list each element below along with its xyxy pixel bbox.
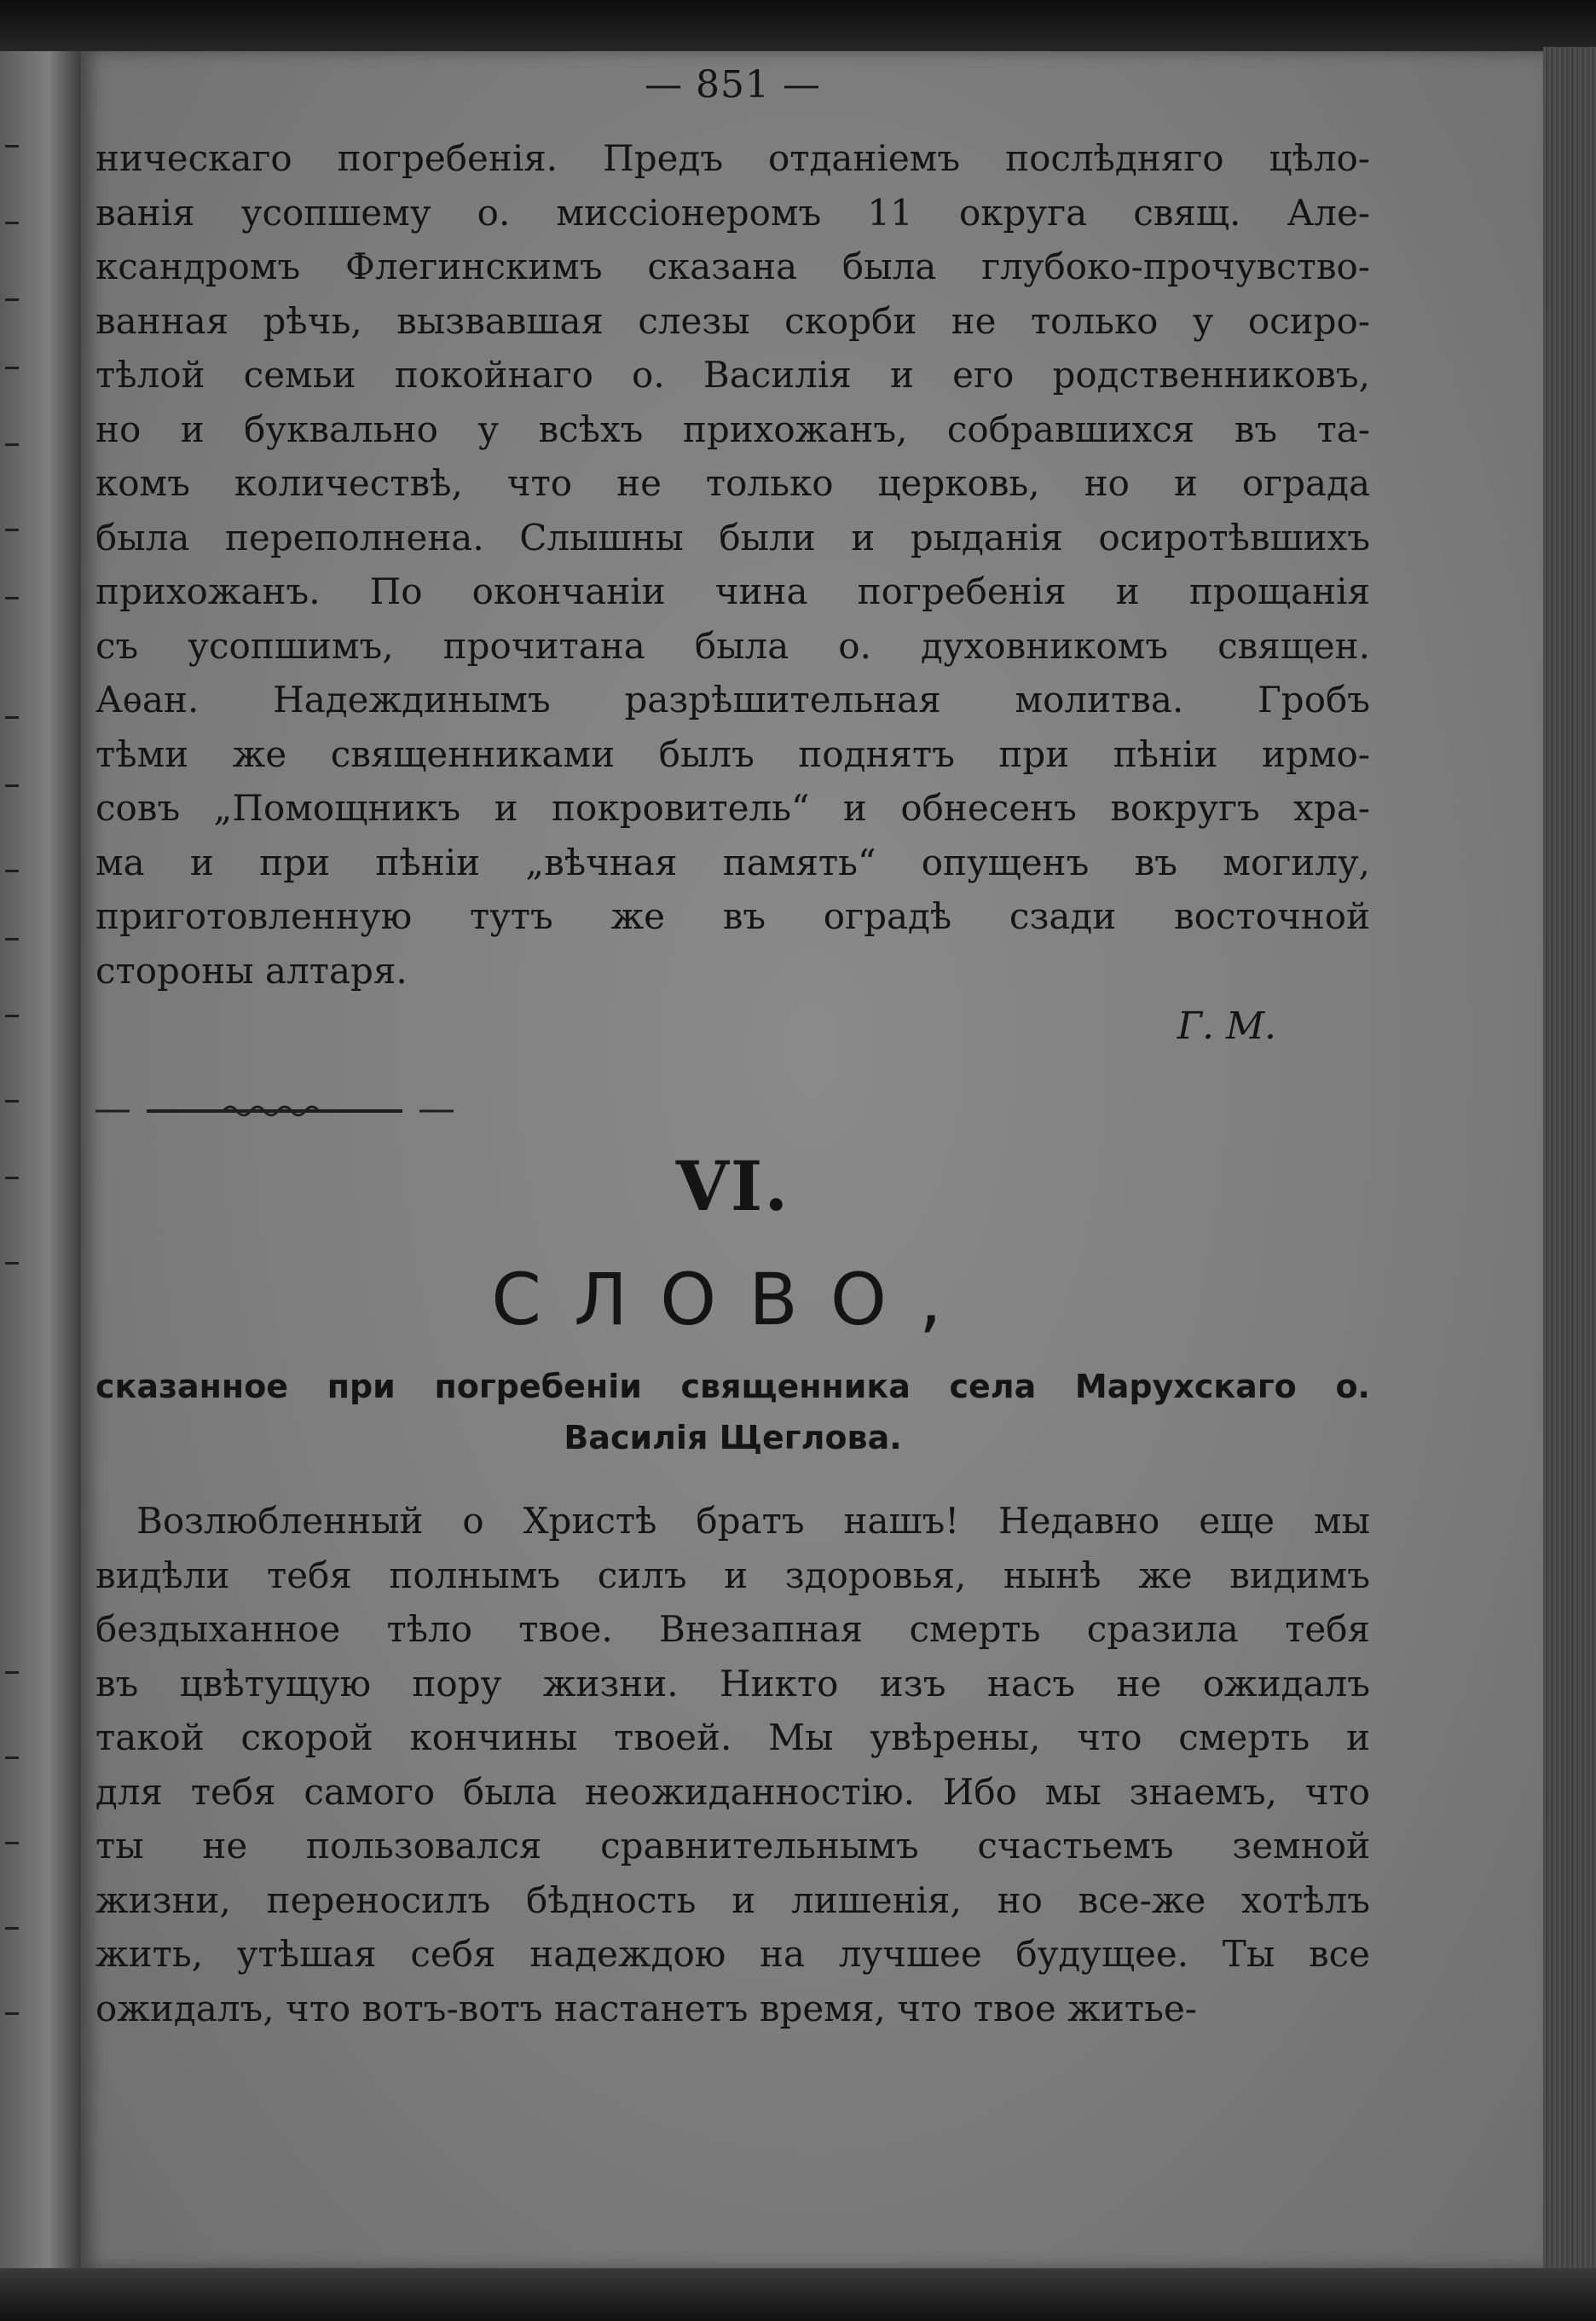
subtitle-line-1: сказанное при погребеніи священника села Марухскаго о. xyxy=(95,1368,1370,1405)
text-line: ванная рѣчь, вызвавшая слезы скорби не только у осиро- xyxy=(95,299,1370,342)
section-numeral: VI. xyxy=(675,1146,790,1226)
section-title: СЛОВО, xyxy=(491,1258,974,1341)
text-line: прихожанъ. По окончаніи чина погребенія и прощанія xyxy=(95,570,1370,612)
page-number: — 851 — xyxy=(645,63,821,107)
text-line: комъ количествѣ, что не только церковь, но и ограда xyxy=(95,462,1370,504)
author-signature: Г. М. xyxy=(1177,1004,1276,1048)
text-line: такой скорой кончины твоей. Мы увѣрены, что смерть и xyxy=(95,1716,1370,1758)
subtitle-line-2: Василія Щеглова. xyxy=(564,1419,902,1456)
text-line: ксандромъ Флегинскимъ сказана была глубоко-прочувство- xyxy=(95,246,1370,287)
text-line: Возлюбленный о Христѣ братъ нашъ! Недавно еще мы xyxy=(136,1500,1370,1542)
facing-page-marks xyxy=(5,51,31,2302)
section-subtitle xyxy=(95,1361,1370,1472)
facing-page-edge xyxy=(0,51,81,2302)
text-line: совъ „Помощникъ и покровитель“ и обнесенъ вокругъ хра- xyxy=(95,787,1370,829)
text-line: въ цвѣтущую пору жизни. Никто изъ насъ не ожидалъ xyxy=(95,1662,1370,1705)
text-line: ты не пользовался сравнительнымъ счастьемъ земной xyxy=(95,1825,1370,1867)
text-line: для тебя самого была неожиданностію. Ибо мы знаемъ, что xyxy=(95,1770,1370,1813)
ornamental-divider xyxy=(95,1098,454,1124)
text-line: жизни, переносилъ бѣдность и лишенія, но все-же хотѣлъ xyxy=(95,1878,1370,1921)
text-line: ническаго погребенія. Предъ отданіемъ послѣдняго цѣло- xyxy=(95,137,1370,179)
text-line: жить, утѣшая себя надеждою на лучшее будущее. Ты все xyxy=(95,1933,1370,1975)
page-block-edges xyxy=(1543,47,1596,2281)
upper-paragraph xyxy=(95,131,1370,998)
text-line: приготовленную тутъ же въ оградѣ сзади восточной xyxy=(95,895,1370,937)
page-content xyxy=(95,60,1370,2035)
text-line: Аѳан. Надеждинымъ разрѣшительная молитва. Гробъ xyxy=(95,679,1370,721)
text-line: тѣми же священниками былъ поднятъ при пѣніи ирмо- xyxy=(95,732,1370,775)
text-line: тѣлой семьи покойнаго о. Василія и его родственниковъ, xyxy=(95,354,1370,396)
text-line: но и буквально у всѣхъ прихожанъ, собравшихся въ та- xyxy=(95,408,1370,450)
text-line: видѣли тебя полнымъ силъ и здоровья, нынѣ же видимъ xyxy=(95,1554,1370,1596)
text-line: ожидалъ, что вотъ-вотъ настанетъ время, что твое житье- xyxy=(95,1987,1197,2029)
lower-paragraph xyxy=(95,1494,1370,2035)
text-line: бездыханное тѣло твое. Внезапная смерть сразила тебя xyxy=(95,1608,1370,1650)
text-line: ванія усопшему о. миссіонеромъ 11 округа свящ. Але- xyxy=(95,191,1370,234)
text-line: стороны алтаря. xyxy=(95,949,408,992)
text-line: была переполнена. Слышны были и рыданія осиротѣвшихъ xyxy=(95,516,1370,559)
text-line: съ усопшимъ, прочитана была о. духовникомъ священ. xyxy=(95,624,1370,667)
scan-bottom-border xyxy=(0,2268,1596,2321)
text-line: ма и при пѣніи „вѣчная память“ опущенъ въ могилу, xyxy=(95,841,1370,883)
